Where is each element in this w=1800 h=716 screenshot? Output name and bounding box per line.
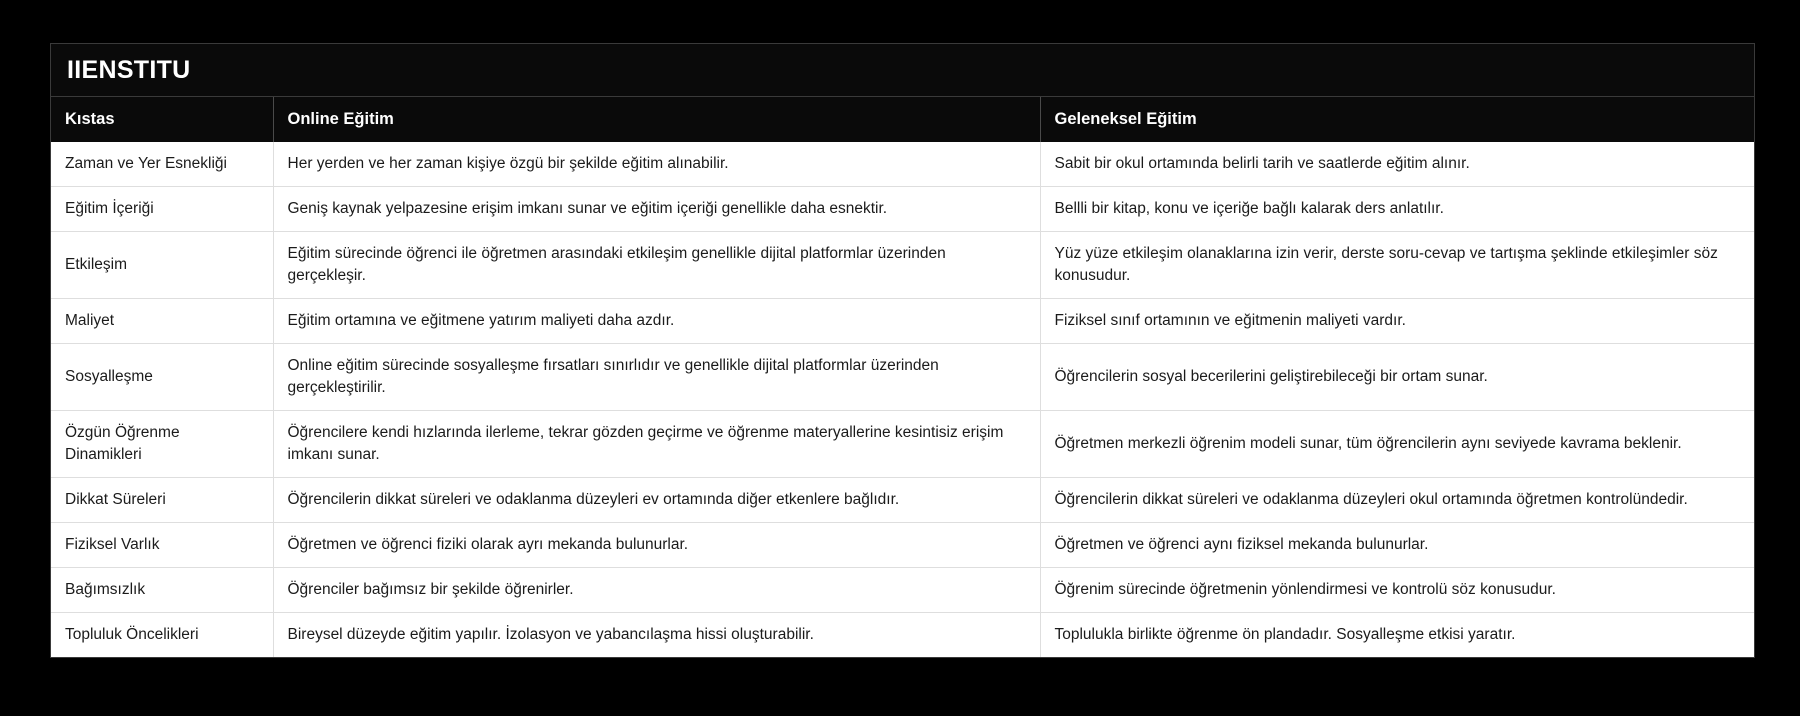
cell-online: Her yerden ve her zaman kişiye özgü bir şekilde eğitim alınabilir. xyxy=(273,142,1040,187)
column-header-criteria: Kıstas xyxy=(51,97,273,142)
cell-online: Bireysel düzeyde eğitim yapılır. İzolasyon ve yabancılaşma hissi oluşturabilir. xyxy=(273,613,1040,658)
table-body xyxy=(51,142,1754,657)
brand-logo: IIENSTITU xyxy=(67,55,191,84)
cell-criteria: Topluluk Öncelikleri xyxy=(51,613,273,658)
table-row xyxy=(51,478,1754,523)
cell-criteria: Etkileşim xyxy=(51,232,273,299)
cell-traditional: Yüz yüze etkileşim olanaklarına izin verir, derste soru-cevap ve tartışma şeklinde etkileşimler söz konusudur. xyxy=(1040,232,1754,299)
table-row xyxy=(51,142,1754,187)
cell-criteria: Özgün Öğrenme Dinamikleri xyxy=(51,411,273,478)
cell-online: Öğrencilerin dikkat süreleri ve odaklanma düzeyleri ev ortamında diğer etkenlere bağlıdır. xyxy=(273,478,1040,523)
cell-traditional: Toplulukla birlikte öğrenme ön plandadır. Sosyalleşme etkisi yaratır. xyxy=(1040,613,1754,658)
cell-traditional: Öğrencilerin sosyal becerilerini geliştirebileceği bir ortam sunar. xyxy=(1040,344,1754,411)
cell-online: Eğitim ortamına ve eğitmene yatırım maliyeti daha azdır. xyxy=(273,299,1040,344)
table-row xyxy=(51,523,1754,568)
cell-criteria: Fiziksel Varlık xyxy=(51,523,273,568)
table-row xyxy=(51,299,1754,344)
cell-criteria: Dikkat Süreleri xyxy=(51,478,273,523)
cell-traditional: Öğrencilerin dikkat süreleri ve odaklanma düzeyleri okul ortamında öğretmen kontrolündedir. xyxy=(1040,478,1754,523)
comparison-table-card xyxy=(50,43,1755,658)
table-row xyxy=(51,568,1754,613)
column-header-traditional: Geleneksel Eğitim xyxy=(1040,97,1754,142)
table-header-row xyxy=(51,97,1754,142)
cell-online: Geniş kaynak yelpazesine erişim imkanı sunar ve eğitim içeriği genellikle daha esnektir. xyxy=(273,187,1040,232)
cell-traditional: Bellli bir kitap, konu ve içeriğe bağlı kalarak ders anlatılır. xyxy=(1040,187,1754,232)
cell-online: Öğretmen ve öğrenci fiziki olarak ayrı mekanda bulunurlar. xyxy=(273,523,1040,568)
cell-online: Öğrenciler bağımsız bir şekilde öğrenirler. xyxy=(273,568,1040,613)
table-head xyxy=(51,97,1754,142)
cell-criteria: Zaman ve Yer Esnekliği xyxy=(51,142,273,187)
cell-online: Öğrencilere kendi hızlarında ilerleme, tekrar gözden geçirme ve öğrenme materyallerine kesintisiz erişim imkanı sunar. xyxy=(273,411,1040,478)
table-row xyxy=(51,344,1754,411)
table-row xyxy=(51,411,1754,478)
table-row xyxy=(51,613,1754,658)
comparison-table xyxy=(51,97,1754,657)
cell-criteria: Eğitim İçeriği xyxy=(51,187,273,232)
cell-criteria: Bağımsızlık xyxy=(51,568,273,613)
cell-online: Online eğitim sürecinde sosyalleşme fırsatları sınırlıdır ve genellikle dijital platformlar üzerinden gerçekleştirilir. xyxy=(273,344,1040,411)
cell-traditional: Sabit bir okul ortamında belirli tarih ve saatlerde eğitim alınır. xyxy=(1040,142,1754,187)
cell-traditional: Öğretmen ve öğrenci aynı fiziksel mekanda bulunurlar. xyxy=(1040,523,1754,568)
cell-criteria: Sosyalleşme xyxy=(51,344,273,411)
cell-traditional: Öğretmen merkezli öğrenim modeli sunar, tüm öğrencilerin aynı seviyede kavrama beklenir. xyxy=(1040,411,1754,478)
cell-traditional: Öğrenim sürecinde öğretmenin yönlendirmesi ve kontrolü söz konusudur. xyxy=(1040,568,1754,613)
cell-traditional: Fiziksel sınıf ortamının ve eğitmenin maliyeti vardır. xyxy=(1040,299,1754,344)
table-row xyxy=(51,232,1754,299)
brand-header xyxy=(51,44,1754,97)
cell-online: Eğitim sürecinde öğrenci ile öğretmen arasındaki etkileşim genellikle dijital platformlar üzerinden gerçekleşir. xyxy=(273,232,1040,299)
table-row xyxy=(51,187,1754,232)
cell-criteria: Maliyet xyxy=(51,299,273,344)
column-header-online: Online Eğitim xyxy=(273,97,1040,142)
